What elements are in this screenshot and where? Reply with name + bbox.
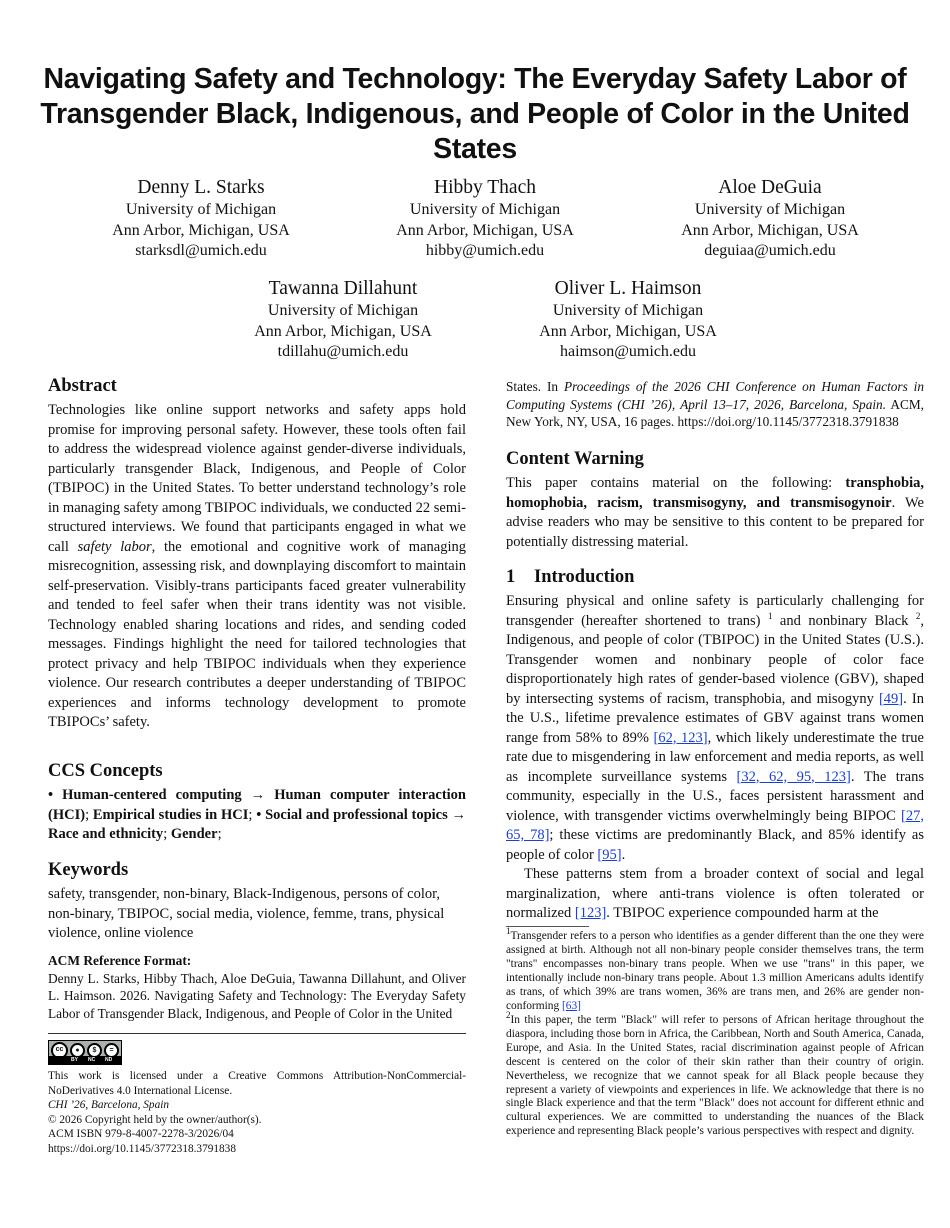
author-affiliation: University of Michigan [552,302,704,319]
ccs-section [48,759,466,845]
separator: ; [248,806,257,823]
author-name: Hibby Thach [434,177,536,198]
author-location: Ann Arbor, Michigan, USA [539,322,717,340]
copyright-text: © 2026 Copyright held by the owner/author(s). [48,1113,262,1126]
ccs-concept: • Human-centered computing → Human computer interaction (HCI) [48,787,466,823]
license-text: This work is licensed under a Creative Commons Attribution-NonCommercial-NoDerivatives 4.0 International License. [48,1070,466,1097]
author-block [71,176,331,262]
author-name: Oliver L. Haimson [554,278,702,299]
paragraph-text: . TBIPOC experience compounded harm at the [606,905,879,921]
author-block [640,176,900,262]
reference-format [48,952,466,1022]
paragraph-text: These patterns stem from a broader context of social and legal marginalization, where anti-trans violence is often tolerated or normalized [506,866,924,921]
author-email[interactable]: tdillahu@umich.edu [277,343,409,360]
cc-license-badge[interactable] [48,1040,122,1065]
reference-text: States. In [506,379,564,394]
badge-label-by: BY [71,1057,78,1063]
content-warning-heading: Content Warning [506,449,644,469]
author-block [213,277,473,363]
citation-link[interactable]: [49] [878,690,904,707]
abstract-text-part: Technologies like online support networks and safety apps hold promise for improving personal safety. However, these tools often fail to address the widespread violence against gender-diverse individuals, particularly transgender Black, Indigenous, and People of Color (TBIPOC) in the United States. To better understand technology’s role in managing safety among TBIPOC individuals, we conducted 22 semi-structured interviews. We found that participants engaged in what we call [48,402,466,555]
author-email[interactable]: deguiaa@umich.edu [704,242,836,259]
reference-text: Denny L. Starks, Hibby Thach, Aloe DeGuia, Tawanna Dillahunt, and Oliver L. Haimson. 2026. Navigating Safety and Technology: The Everyday Safety Labor of Transgender Black, Indigenous, and People of Color in the United [48,970,466,1021]
content-warning-text [506,474,924,552]
citation-link[interactable]: [63] [562,999,581,1012]
abstract-text-part: , the emotional and cognitive work of managing misrecognition, assessing risk, and downplaying discomfort to maintain self-preservation. Visibly-trans participants faced greater vulnerability and tended to feel safer when their trans identity was not visible. Technology enabled sharing locations and rides, and sending coded messages. Findings highlight the need for tailored technologies that protect privacy and help TBIPOC individuals when they experience violence. Our research contributes a deeper understanding of TBIPOC experiences and informs technology development to promote TBIPOCs’ safety. [48,538,466,730]
footnote-1 [506,926,924,1013]
footnote-divider [506,926,589,927]
reference-proceedings: Proceedings of the 2026 CHI Conference on Human Factors in Computing Systems (CHI ’26), April 13–17, 2026, Barcelona, Spain. [506,379,925,412]
introduction-section [506,565,924,924]
intro-paragraph [506,865,924,924]
author-name: Denny L. Starks [137,177,265,198]
paragraph-text: . The trans community, especially in the U.S., faces persistent harassment and violence, with transgender victims overwhelmingly being BIPOC [506,768,924,824]
footnote-text: Transgender refers to a person who identifies as a gender different than the one they were assigned at birth. Although not all non-binary people consider themselves trans, the term "trans" encompasses non-binary trans people. When we use "trans" in this paper, we intentionally include non-binary trans people. About 1.3 million Americans adults identify as trans, of which 39% are trans women, 36% are trans men, and 26% are gender non-conforming [506,930,924,1012]
keywords-text: safety, transgender, non-binary, Black-Indigenous, persons of color, non-binary, TBIPOC, social media, violence, femme, trans, physical violence, online violence [48,886,445,941]
keywords-heading: Keywords [48,860,129,880]
ccs-concept: • Social and professional topics → Race and ethnicity [48,806,467,842]
separator: ; [163,826,171,842]
license-block [48,1069,466,1157]
paragraph-text: . In the U.S., lifetime prevalence estimates of GBV against trans women range from 58% to 89% [506,690,924,746]
citation-link[interactable]: [62, 123] [653,729,708,746]
attribution-icon: ● [70,1043,85,1058]
reference-text: ACM, New York, NY, USA, 16 pages. https://doi.org/10.1145/3772318.3791838 [506,396,924,429]
separator: ; [217,826,222,842]
noderivatives-icon: = [104,1043,119,1058]
abstract-section [48,374,466,733]
footnote-marker[interactable]: 2 [915,610,921,621]
author-email[interactable]: hibby@umich.edu [425,242,545,259]
author-location: Ann Arbor, Michigan, USA [681,221,859,239]
footnote-number: 1 [506,926,511,937]
author-block [355,176,615,262]
isbn-text: ACM ISBN 979-8-4007-2278-3/2026/04 [48,1128,234,1141]
author-location: Ann Arbor, Michigan, USA [396,221,574,239]
author-block [498,277,758,363]
author-name: Tawanna Dillahunt [268,278,418,299]
ccs-concept: Empirical studies in HCI [92,806,249,823]
warning-text: This paper contains material on the following: [506,475,846,491]
author-affiliation: University of Michigan [267,302,419,319]
citation-link[interactable]: [123] [574,905,607,921]
footnote-marker[interactable]: 1 [767,610,773,621]
keywords-section [48,858,466,944]
noncommercial-icon: $ [87,1043,102,1058]
intro-paragraph [506,592,924,865]
author-email[interactable]: starksdl@umich.edu [135,242,267,259]
reference-continued [506,378,924,431]
abstract-emphasis: safety labor [77,538,152,555]
footnote-2 [506,1010,924,1139]
author-email[interactable]: haimson@umich.edu [559,343,697,360]
paragraph-text: Ensuring physical and online safety is particularly challenging for transgender (hereafter shortened to trans) [506,593,924,629]
content-warning-section [506,447,924,552]
ccs-text [48,786,466,845]
badge-label-nd: ND [105,1057,113,1063]
ccs-heading: CCS Concepts [48,761,163,781]
author-affiliation: University of Michigan [409,201,561,218]
separator: ; [85,806,93,823]
paragraph-text: , Indigenous, and people of color (TBIPOC) in the United States (U.S.). Transgender women and nonbinary people of color face disproportionately high rates of gender-based violence (GBV), shaped by intersecting systems of racism, transphobia, and misogyny [506,612,924,707]
footnote-text: In this paper, the term "Black" will refer to persons of African heritage throughout the diaspora, including those born in Africa, the Caribbean, North and South America, Canada, Europe, and Asia. In the United States, racial discrimination against people of African descent is centered on the color of their skin rather than their country of origin. Nevertheless, we recognize that we cannot speak for all Black people because they represent a variety of viewpoints and experiences in life. We acknowledge that there is no single Black experience and that the term "Black" does not account for different ethnic and cultural experiences. We are committed to understanding the nuances of the Black experience and representing Black people’s various perspectives with respect and dignity. [506,1014,924,1138]
doi-link[interactable]: https://doi.org/10.1145/3772318.3791838 [48,1142,236,1155]
paragraph-text: . [621,846,626,863]
section-number: 1 [506,567,516,587]
citation-link[interactable]: [95] [597,846,622,863]
warning-text: . We advise readers who may be sensitive to this content to be prepared for potentially distressing material. [506,494,924,550]
warning-topics: transphobia, homophobia, racism, transmisogyny, and transmisogynoir [506,475,924,511]
paragraph-text: , which likely underestimate the true rate due to misgendering in law enforcement and media reports, as well as incomplete surveillance systems [506,729,924,785]
introduction-heading [506,565,924,589]
paragraph-text: ; these victims are predominantly Black, and 85% identify as people of color [506,827,924,863]
author-affiliation: University of Michigan [125,201,277,218]
author-name: Aloe DeGuia [718,177,822,198]
author-location: Ann Arbor, Michigan, USA [254,322,432,340]
ccs-concept: Gender [170,826,218,842]
author-affiliation: University of Michigan [694,201,846,218]
divider [48,1033,466,1034]
reference-heading: ACM Reference Format: [48,953,192,968]
paper-title: Navigating Safety and Technology: The Everyday Safety Labor of Transgender Black, Indigenous, and People of Color in the United States [40,63,910,165]
author-location: Ann Arbor, Michigan, USA [112,221,290,239]
badge-label-nc: NC [88,1057,96,1063]
abstract-heading: Abstract [48,376,117,396]
citation-link[interactable]: [27, 65, 78] [506,807,924,843]
cc-icon: cc [51,1042,68,1059]
footnote-number: 2 [506,1010,511,1021]
venue-text: CHI ’26, Barcelona, Spain [48,1099,170,1112]
section-title: Introduction [534,567,635,587]
abstract-text [48,401,466,733]
citation-link[interactable]: [32, 62, 95, 123] [736,768,851,785]
paragraph-text: and nonbinary Black [772,612,916,629]
